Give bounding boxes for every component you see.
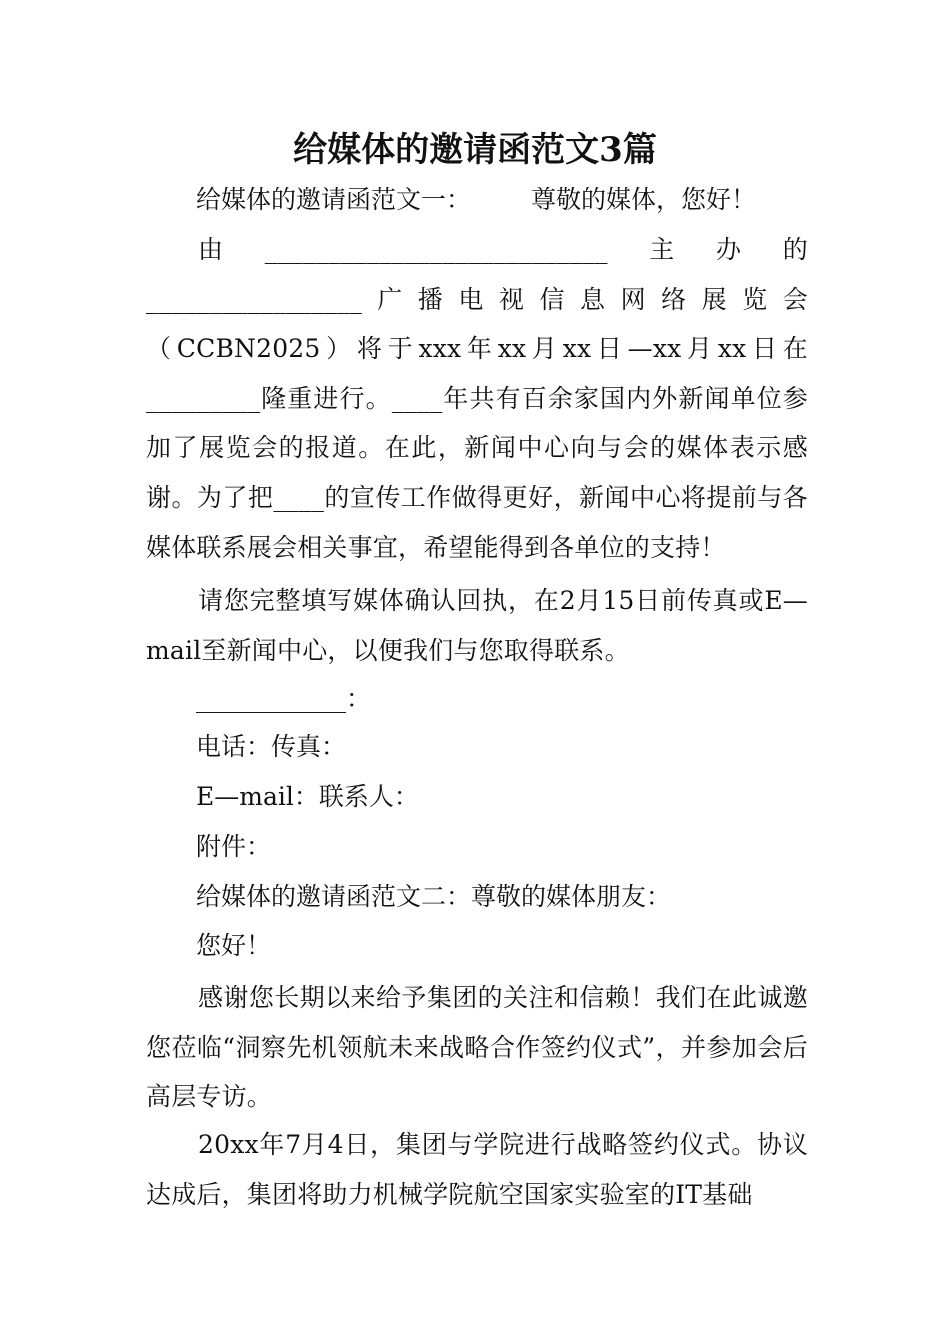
second-letter-heading: 给媒体的邀请函范文二：尊敬的媒体朋友： [196, 882, 672, 911]
second-letter-greeting: 您好！ [196, 931, 272, 960]
intro-greeting: 尊敬的媒体，您好！ [531, 185, 757, 214]
attachment-line: 附件： [196, 832, 272, 861]
email-contact-line: E—mail：联系人： [196, 782, 419, 811]
intro-line [196, 180, 806, 220]
paragraph-2: 请您完整填写媒体确认回执，在2月15日前传真或E—mail至新闻中心，以便我们与您取得联系。 [146, 586, 808, 665]
phone-fax-line: 电话：传真： [196, 732, 347, 761]
paragraph-4: 20xx年7月4日，集团与学院进行战略签约仪式。协议达成后，集团将助力机械学院航空国家实验室的IT基础 [146, 1130, 808, 1209]
blank-field-line: ____________： [196, 684, 372, 713]
document-title: 给媒体的邀请函范文3篇 [293, 130, 657, 170]
intro-label: 给媒体的邀请函范文一： [196, 185, 472, 214]
paragraph-1: 由___________________________主办的_________________广播电视信息网络展览会（CCBN2025）将于xxx年xx月xx日—xx月xx日在_________隆重进行。____年共有百余家国内外新闻单位参加了展览会的报道。在此，新闻中心向与会的媒体表示感谢。为了把____的宣传工作做得更好，新闻中心将提前与各媒体联系展会相关事宜，希望能得到各单位的支持！ [146, 235, 808, 562]
paragraph-3: 感谢您长期以来给予集团的关注和信赖！我们在此诚邀您莅临“洞察先机领航未来战略合作签约仪式”，并参加会后高层专访。 [146, 983, 808, 1112]
